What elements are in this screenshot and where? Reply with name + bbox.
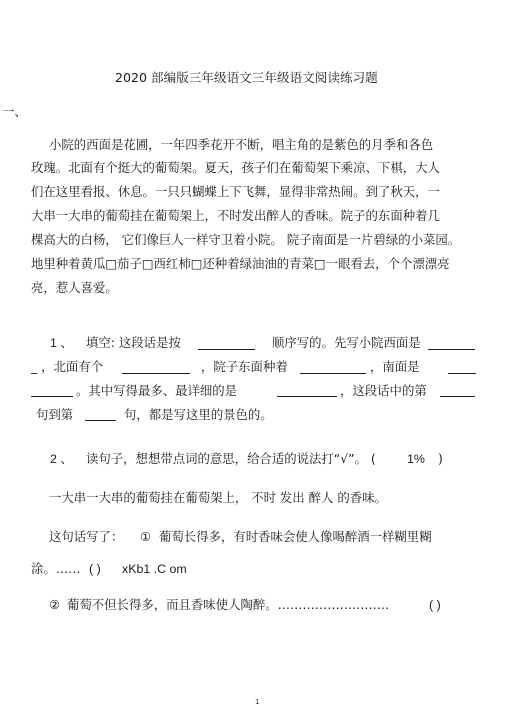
option-1-answer-box[interactable]: ( ) <box>89 562 101 576</box>
option-2-marker: ② <box>49 597 61 612</box>
question-number: 2 、 <box>50 452 73 466</box>
question-prompt: 填空: 这段话是按 <box>86 335 181 350</box>
example-sentence: 一大串一大串的葡萄挂在葡萄架上， 不时 发出 醉人 的香味。 <box>49 490 387 505</box>
answer-blank[interactable] <box>198 349 255 350</box>
question-prompt: 读句子，想想带点词的意思，给合适的说法打“√”。 ( <box>86 451 376 466</box>
answer-blank[interactable] <box>31 396 73 397</box>
score-value: 1% <box>407 452 425 466</box>
passage-line: 地里种着黄瓜□茄子□西红柿□还种着绿油油的青菜□一眼看去，个个漂漂亮 <box>31 256 450 271</box>
option-2-text: 葡萄不但长得多，而且香味使人陶醉。……………………… <box>67 597 390 612</box>
page-title: 2020 部编版三年级语文三年级语文阅读练习题 <box>115 70 378 85</box>
answer-blank[interactable] <box>122 373 190 374</box>
watermark-text: xKb1 .C om <box>122 562 187 576</box>
sentence-lead: 这句话写了： <box>49 529 124 544</box>
answer-blank[interactable] <box>85 420 116 421</box>
option-1-marker: ① <box>140 529 152 544</box>
question-text: 句，都是写这里的景色的。 <box>124 407 273 422</box>
answer-blank[interactable] <box>448 373 476 374</box>
passage-line: 小院的西面是花圃，一年四季花开不断，唱主角的是紫色的月季和各色 <box>49 137 434 152</box>
question-text: ，南面是 <box>370 359 420 374</box>
question-text: 。其中写得最多、最详细的是 <box>76 383 238 398</box>
question-text: ，这段话中的第 <box>340 383 427 398</box>
passage-line: 棵高大的白杨， 它们像巨人一样守卫着小院。 院子南面是一片碧绿的小菜园。 <box>31 232 461 247</box>
score-close-paren: ) <box>438 451 443 466</box>
question-text: 句到第 <box>36 407 74 422</box>
answer-blank[interactable] <box>440 396 475 397</box>
option-1-text: 葡萄长得多，有时香味会使人像喝醉酒一样糊里糊 <box>159 529 432 544</box>
answer-blank[interactable] <box>277 396 337 397</box>
answer-blank[interactable] <box>300 373 366 374</box>
question-number: 1 、 <box>50 336 73 350</box>
page-number: 1 <box>255 698 260 706</box>
section-label: 一、 <box>2 104 27 119</box>
passage-line: 大串一大串的葡萄挂在葡萄架上，不时发出醉人的香味。院子的东面种着几 <box>31 208 440 223</box>
passage-line: 玫瑰。北面有个挺大的葡萄架。夏天，孩子们在葡萄架下乘凉、下棋，大人 <box>31 160 440 175</box>
passage-line: 亮，惹人喜爱。 <box>31 280 118 295</box>
answer-blank[interactable] <box>428 349 475 350</box>
option-2-answer-box[interactable]: ( ) <box>429 598 441 612</box>
question-text: 顺序写的。先写小院西面是 <box>272 335 421 350</box>
question-text: ，院子东面种着 <box>201 359 288 374</box>
option-1-text-cont: 涂。…… <box>31 561 81 576</box>
passage-line: 们在这里看报、休息。一只只蝴蝶上下飞舞，显得非常热闹。到了秋天，一 <box>31 184 440 199</box>
question-text: _ ，北面有个 <box>31 359 104 374</box>
